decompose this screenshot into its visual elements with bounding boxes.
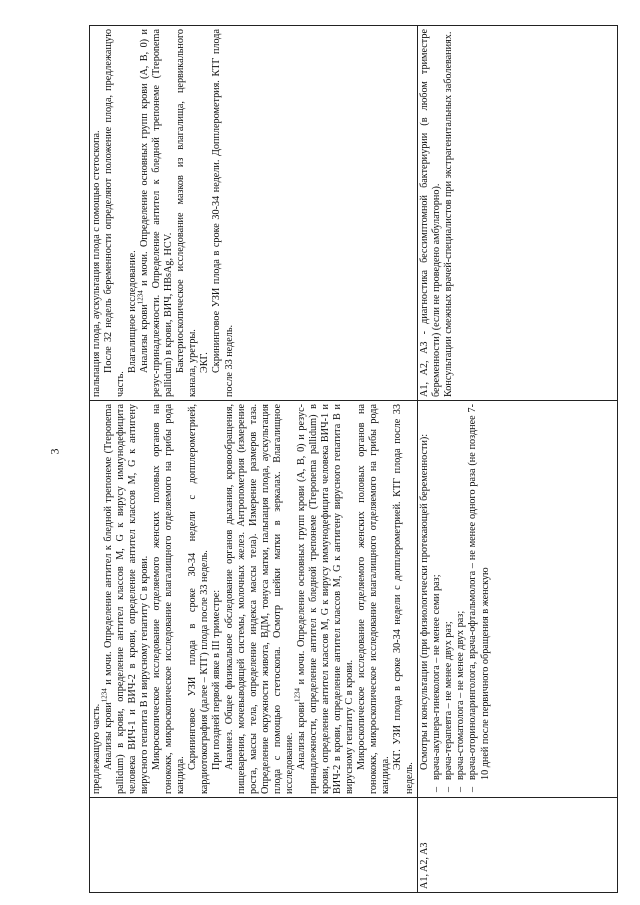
table-row — [418, 26, 618, 893]
row1-inpatient-cell — [90, 26, 418, 401]
document-table-rotated — [89, 29, 556, 893]
list-item: – врача-терапевта – не менее двух раз; — [443, 404, 455, 780]
examination-table — [89, 25, 618, 893]
text-line: Бактериоскопическое исследование мазков из влагалища, цервикального канала, уретры. — [175, 29, 199, 397]
row2-level-cell: A1, A2, A3 — [418, 798, 618, 893]
text-line: Анализы крови$^{1234}$ и мочи. Определение основных групп крови (A, B, 0) и резус-принадлежности. Определение антител к бледной трепонеме (Treponema pallidum) в крови, ВИЧ, HBsAg, HCV. — [136, 29, 175, 397]
text-line: При поздней первой явке в III триместре: — [211, 589, 223, 770]
row1-outpatient-cell — [90, 401, 418, 798]
list-item: – врача-акушера-гинеколога – не менее семи раз; — [431, 404, 443, 780]
page-number: 3 — [47, 448, 62, 455]
text-line: После 32 недель беременности определяют положение плода, предлежащую часть. — [103, 29, 127, 397]
text-line: Скрининговое УЗИ плода в сроке 30-34 недели с допплерометрией, кардиотокография (далее – КТГ) плода после 33 недель. — [187, 404, 211, 794]
row1-level-cell — [90, 798, 418, 893]
text-line: Влагалищное исследование. — [127, 250, 139, 373]
text-line: ЭКГ. — [199, 352, 211, 373]
text-line: Консультации смежных врачей-специалистов при экстрагенитальных заболеваниях. — [443, 31, 455, 397]
text-line: Микроскопическое исследование отделяемого женских половых органов на гонококк, микроскопическое исследование влагалищного отделяемого на грибы рода кандида. — [356, 404, 392, 794]
text-line: предлежащую часть. — [91, 703, 102, 794]
text-line: Микроскопическое исследование отделяемого женских половых органов на гонококк, микроскопическое исследование влагалищного отделяемого на грибы рода кандида. — [151, 404, 187, 794]
consultation-list — [431, 404, 491, 794]
text-line: Анализы крови$^{1234}$ и мочи. Определение антител к бледной трепонеме (Treponema pallidum) в крови, определение антител классов M, G к вирусу иммунодефицита человека ВИЧ-1 и ВИЧ-2 в крови, определение антител классов M, G к антигену вирусного гепатита B и вирусному гепатиту C в крови. — [100, 404, 151, 794]
row2-inpatient-cell — [418, 26, 618, 401]
table-row — [90, 26, 418, 893]
text-line: Анамнез. Общее физикальное обследование органов дыхания, кровообращения, пищеварения, мочевыводящей системы, молочных желез. Антропометрия (измерение роста, массы тела, определение индекса массы тела). Измерение размеров таза. Определение окружности живота, ВДМ, тонуса матки, пальпация плода, аускультация плода с помощью стетоскопа. Осмотр шейки матки в зеркалах. Влагалищное исследование. — [223, 404, 295, 794]
text-line: Осмотры и консультации (при физиологически протекающей беременности): — [419, 433, 431, 770]
row2-outpatient-cell — [418, 401, 618, 798]
text-line: Скрининговое УЗИ плода в сроке 30-34 недели. Допплерометрия. КТГ плода после 33 недель. — [211, 29, 235, 397]
list-item: – врача-стоматолога – не менее двух раз; — [455, 404, 467, 780]
text-line: Анализы крови$^{1234}$ и мочи. Определение основных групп крови (A, B, 0) и резус-принадлежности, определение антител к бледной трепонеме (Treponema pallidum) в крови, определение антител классов M, G к вирусу иммунодефицита человека ВИЧ-1 и ВИЧ-2 в крови, определение антител классов M, G к антигену вирусного гепатита B и вирусному гепатиту C в крови. — [293, 404, 355, 794]
text-line: пальпация плода, аускультация плода с помощью стетоскопа. — [91, 130, 102, 397]
list-item: – врача-оториноларинголога, врача-офтальмолога – не менее одного раза (не позднее 7-10 дней после первичного обращения в женскую — [467, 404, 491, 780]
text-line: A1, A2, A3 - диагностика бессимптомной бактериурии (в любом триместре беременности) (если не проведено амбулаторно). — [419, 29, 443, 397]
text-line: ЭКГ. УЗИ плода в сроке 30-34 недели с допплерометрией. КТГ плода после 33 недель. — [392, 404, 416, 794]
